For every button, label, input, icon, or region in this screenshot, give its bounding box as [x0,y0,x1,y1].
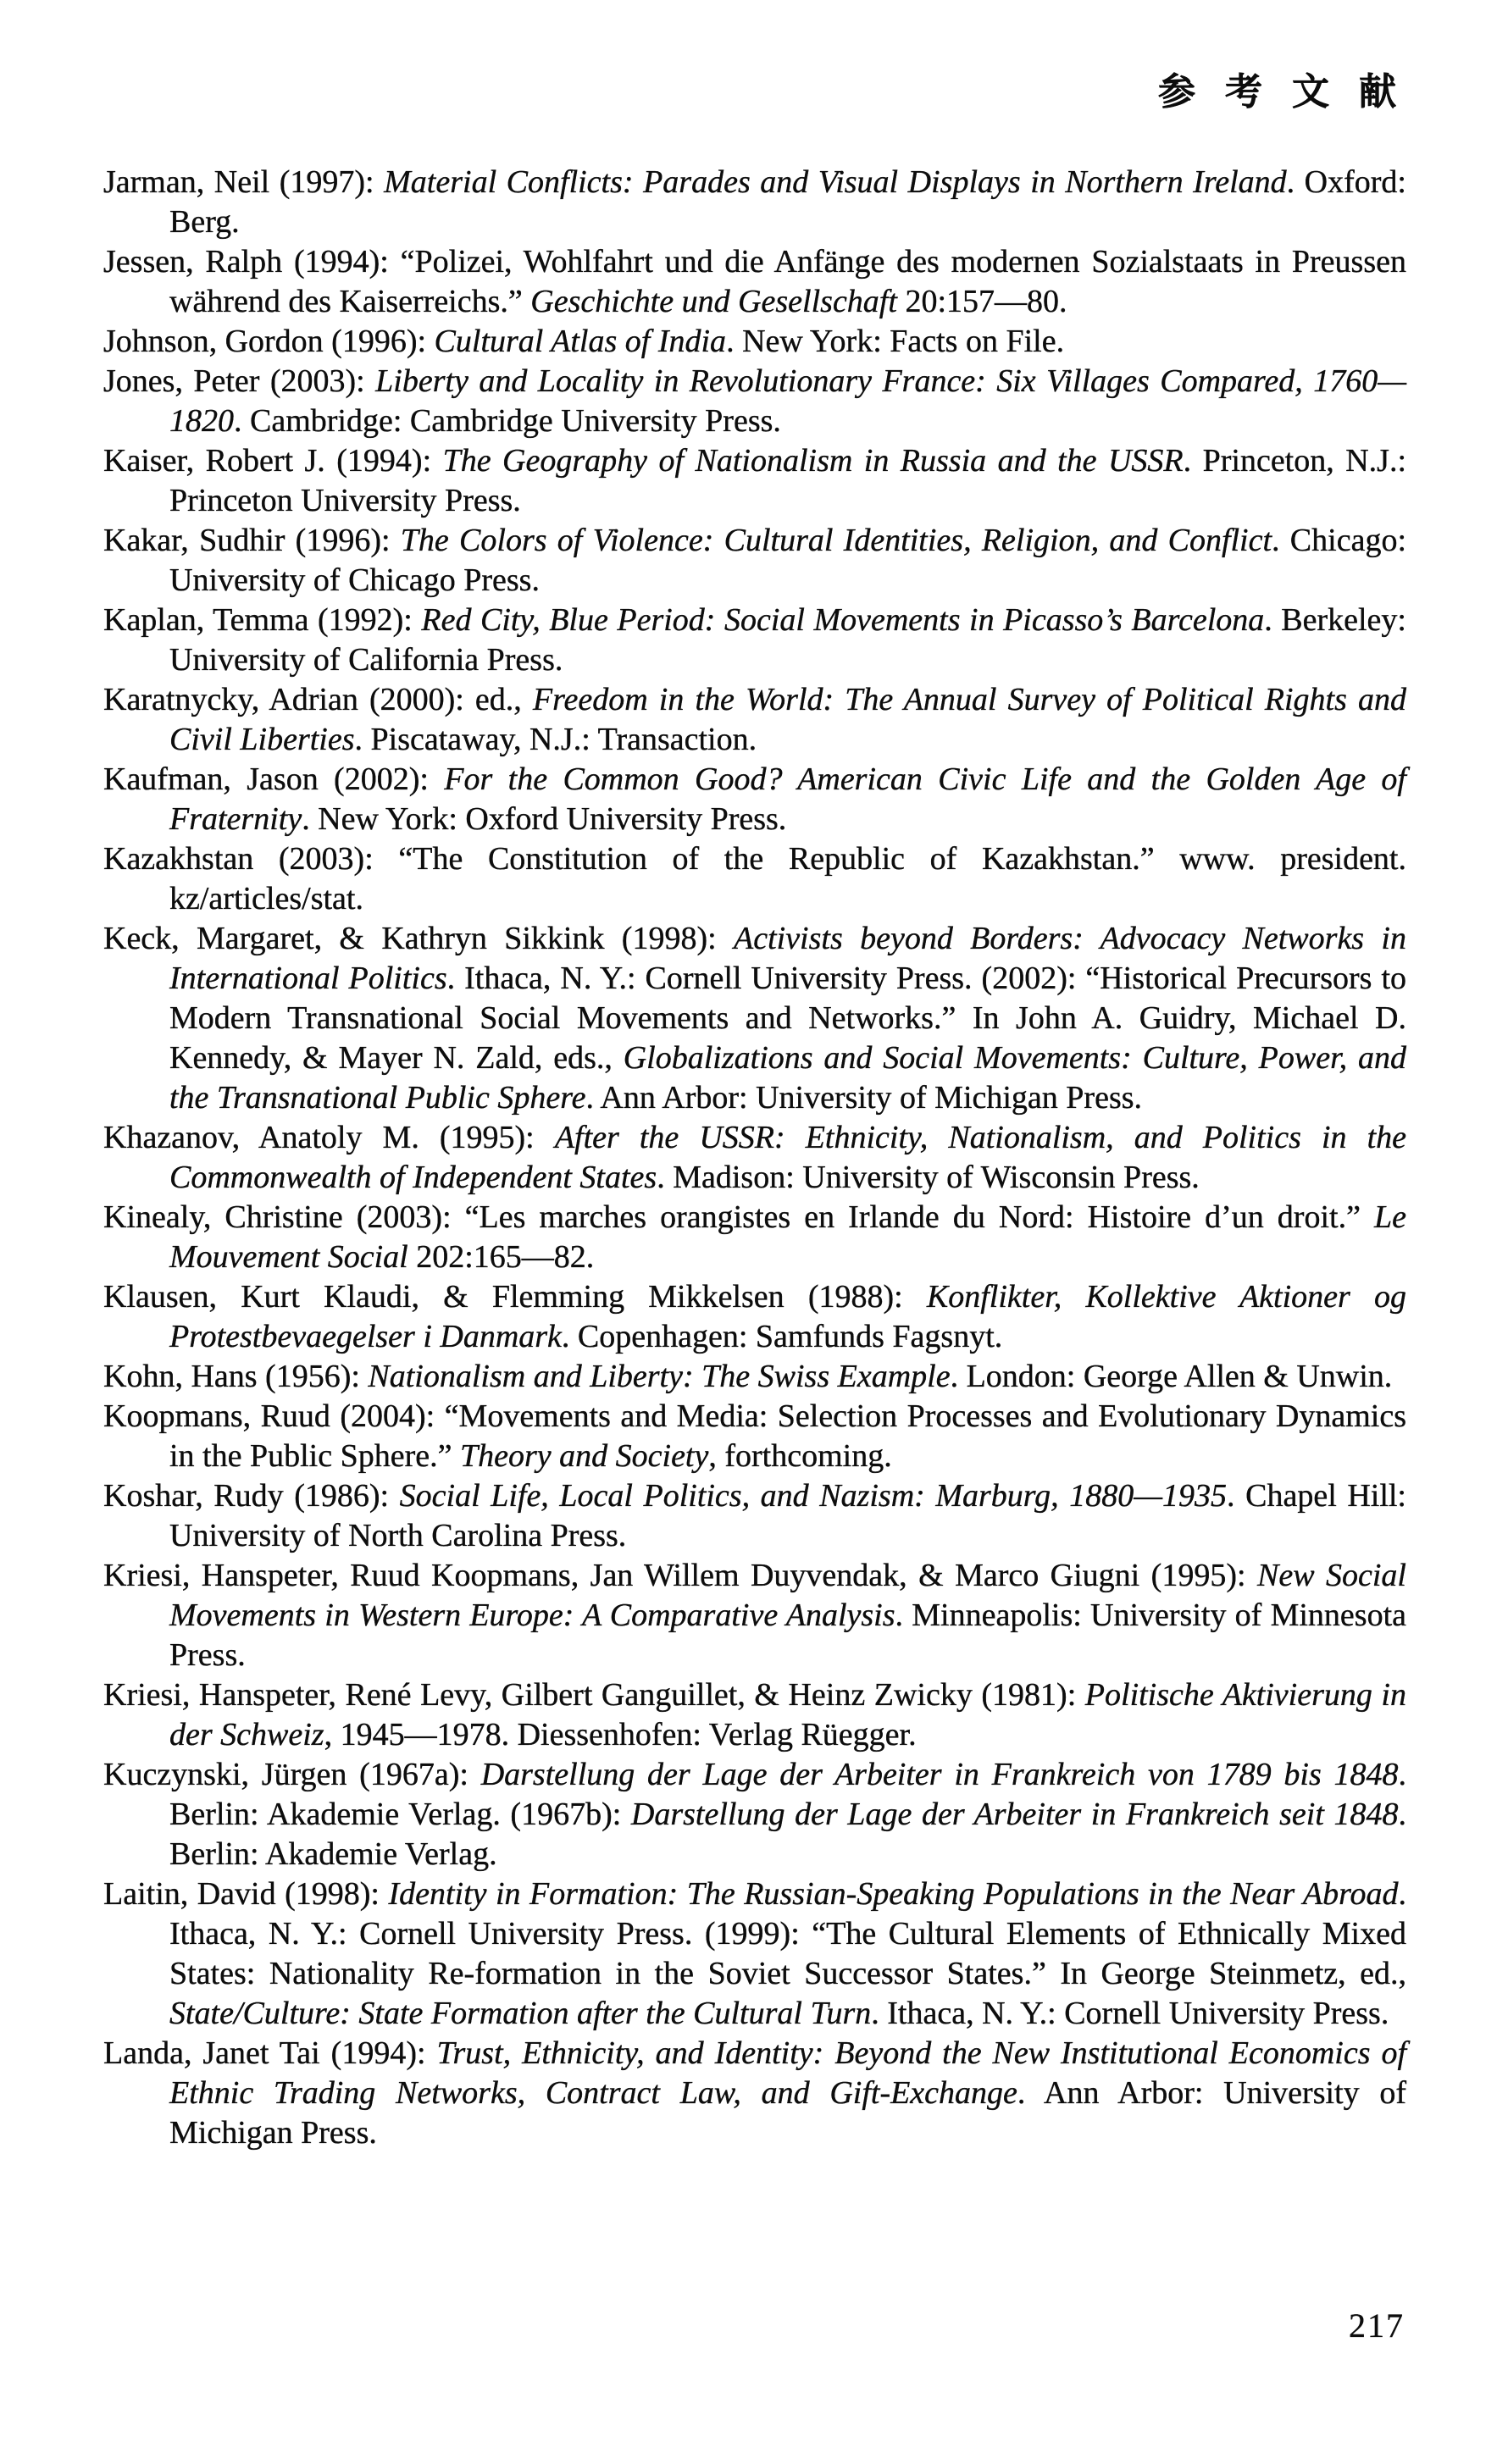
entry-text-segment: . Minneapolis: University of Minnesota Press. [169,1597,1407,1673]
entry-title-segment: State/Culture: State Formation after the Cultural Turn [169,1996,872,2031]
entry-text-segment: . New York: Facts on File. [726,324,1065,359]
entry-text-segment: Kazakhstan (2003): “The Constitution of the Republic of Kazakhstan.” www. president. kz/articles/stat. [103,841,1406,916]
entry-text-segment: Jessen, Ralph (1994): “Polizei, Wohlfahrt und die Anfänge des modernen Sozialstaats in Preussen während des Kaiserreichs.” [103,244,1406,319]
entry-title-segment: Material Conflicts: Parades and Visual Displays in Northern Ireland [384,164,1287,200]
entry-text-segment: . London: George Allen & Unwin. [950,1359,1393,1394]
entry-text-segment: Kriesi, Hanspeter, Ruud Koopmans, Jan Willem Duyvendak, & Marco Giugni (1995): [103,1558,1257,1593]
page-number: 217 [1349,2306,1405,2345]
entry-text-segment: 202:165—82. [407,1239,595,1275]
entry-title-segment: Le Mouvement Social [169,1199,1406,1275]
bibliography-entry [103,1397,1406,1476]
entry-text-segment: Jones, Peter (2003): [103,363,376,399]
entry-text-segment: . Ann Arbor: University of Michigan Press. [585,1080,1143,1116]
entry-text-segment: . Oxford: Berg. [169,164,1406,240]
entry-title-segment: Globalizations and Social Movements: Culture, Power, and the Transnational Public Sphere [169,1040,1406,1116]
entry-text-segment: Koopmans, Ruud (2004): “Movements and Media: Selection Processes and Evolutionary Dynamics in the Public Sphere.” [103,1398,1406,1474]
bibliography-entry [103,1675,1406,1755]
bibliography-entry [103,521,1406,601]
entry-text-segment: Laitin, David (1998): [103,1876,389,1912]
entry-text-segment: Kriesi, Hanspeter, René Levy, Gilbert Ganguillet, & Heinz Zwicky (1981): [103,1677,1085,1713]
entry-text-segment: Koshar, Rudy (1986): [103,1478,400,1514]
entry-text-segment: Kinealy, Christine (2003): “Les marches orangistes en Irlande du Nord: Histoire d’un droit.” [103,1199,1374,1235]
bibliography-entry [103,163,1406,242]
bibliography-entry [103,1874,1406,2034]
entry-text-segment: . Ithaca, N. Y.: Cornell University Press. (1999): “The Cultural Elements of Ethnically Mixed States: Nationality Re-formation in the Soviet Successor States.” In George Steinmetz, ed., [169,1876,1407,1991]
entry-title-segment: Liberty and Locality in Revolutionary France: Six Villages Compared, 1760—1820 [169,363,1406,439]
entry-text-segment: . Cambridge: Cambridge University Press. [234,403,781,439]
entry-text-segment: Kakar, Sudhir (1996): [103,523,401,558]
entry-title-segment: Darstellung der Lage der Arbeiter in Frankreich von 1789 bis 1848 [480,1757,1399,1792]
entry-text-segment: Johnson, Gordon (1996): [103,324,435,359]
entry-text-segment: Landa, Janet Tai (1994): [103,2035,437,2071]
bibliography-entry [103,680,1406,760]
entry-text-segment: Kuczynski, Jürgen (1967a): [103,1757,481,1792]
entry-text-segment: Klausen, Kurt Klaudi, & Flemming Mikkelsen (1988): [103,1279,927,1315]
entry-title-segment: Theory and Society [459,1438,709,1474]
entry-title-segment: Politische Aktivierung in der Schweiz [169,1677,1406,1752]
bibliography-entry [103,1476,1406,1556]
entry-title-segment: Identity in Formation: The Russian-Speaking Populations in the Near Abroad [388,1876,1399,1912]
page-header-references-title: 参 考 文 献 [1158,71,1406,113]
bibliography-entry [103,1556,1406,1675]
entry-text-segment: . Chapel Hill: University of North Carolina Press. [169,1478,1406,1553]
entry-text-segment: Kaufman, Jason (2002): [103,761,445,797]
entry-title-segment: Geschichte und Gesellschaft [530,284,897,319]
entry-text-segment: Jarman, Neil (1997): [103,164,385,200]
entry-title-segment: Nationalism and Liberty: The Swiss Example [368,1359,951,1394]
entry-text-segment: . New York: Oxford University Press. [302,801,787,837]
bibliography-entry [103,2034,1406,2153]
entry-text-segment: . Berkeley: University of California Press. [169,602,1406,678]
entry-text-segment: . Madison: University of Wisconsin Press. [657,1160,1200,1195]
entry-title-segment: Activists beyond Borders: Advocacy Networks in International Politics [169,921,1406,996]
entry-text-segment: 20:157—80. [896,284,1067,319]
entry-text-segment: . Ann Arbor: University of Michigan Press. [169,2075,1406,2151]
bibliography-entry [103,322,1406,362]
bibliography-entry [103,839,1406,919]
bibliography-entry [103,1357,1406,1397]
bibliography-entry [103,1277,1406,1357]
entry-title-segment: Social Life, Local Politics, and Nazism: Marburg, 1880—1935 [399,1478,1228,1514]
entry-title-segment: Konflikter, Kollektive Aktioner og Protestbevaegelser i Danmark [169,1279,1406,1354]
bibliography-entry [103,760,1406,839]
entry-title-segment: For the Common Good? American Civic Life and the Golden Age of Fraternity [169,761,1406,837]
entry-text-segment: Keck, Margaret, & Kathryn Sikkink (1998): [103,921,734,956]
bibliography-entry [103,1118,1406,1198]
entry-text-segment: Karatnycky, Adrian (2000): ed., [103,682,533,717]
entry-text-segment: . Berlin: Akademie Verlag. [169,1797,1406,1872]
entry-text-segment: Kohn, Hans (1956): [103,1359,369,1394]
entry-title-segment: Red City, Blue Period: Social Movements in Picasso’s Barcelona [421,602,1265,638]
bibliography-list [103,163,1406,2153]
entry-text-segment: . Copenhagen: Samfunds Fagsnyt. [561,1319,1003,1354]
entry-title-segment: After the USSR: Ethnicity, Nationalism, and Politics in the Commonwealth of Independent States [169,1120,1406,1195]
bibliography-entry [103,242,1406,322]
entry-text-segment: Kaiser, Robert J. (1994): [103,443,443,479]
entry-text-segment: Khazanov, Anatoly M. (1995): [103,1120,555,1155]
bibliography-entry [103,601,1406,680]
entry-title-segment: Freedom in the World: The Annual Survey of Political Rights and Civil Liberties [169,682,1406,757]
entry-text-segment: , 1945—1978. Diessenhofen: Verlag Rüegger. [324,1717,917,1752]
entry-text-segment: Kaplan, Temma (1992): [103,602,422,638]
entry-title-segment: The Geography of Nationalism in Russia and the USSR [442,443,1184,479]
entry-text-segment: . Berlin: Akademie Verlag. (1967b): [169,1757,1406,1832]
bibliography-entry [103,1198,1406,1277]
entry-text-segment: . Princeton, N.J.: Princeton University Press. [169,443,1406,518]
entry-title-segment: New Social Movements in Western Europe: A Comparative Analysis [169,1558,1406,1633]
bibliography-entry [103,441,1406,521]
bibliography-entry [103,1755,1406,1874]
entry-title-segment: The Colors of Violence: Cultural Identities, Religion, and Conflict [400,523,1272,558]
bibliography-entry [103,919,1406,1118]
entry-title-segment: Darstellung der Lage der Arbeiter in Frankreich seit 1848 [630,1797,1399,1832]
entry-text-segment: . Chicago: University of Chicago Press. [169,523,1406,598]
bibliography-entry [103,362,1406,441]
entry-text-segment: , forthcoming. [708,1438,892,1474]
entry-text-segment: . Ithaca, N. Y.: Cornell University Press. (2002): “Historical Precursors to Modern Transnational Social Movements and Networks.” In John A. Guidry, Michael D. Kennedy, & Mayer N. Zald, eds., [169,961,1407,1076]
entry-title-segment: Cultural Atlas of India [434,324,727,359]
entry-text-segment: . Piscataway, N.J.: Transaction. [354,722,757,757]
entry-title-segment: Trust, Ethnicity, and Identity: Beyond the New Institutional Economics of Ethnic Trading Networks, Contract Law, and Gift-Exchange [169,2035,1406,2111]
entry-text-segment: . Ithaca, N. Y.: Cornell University Press. [871,1996,1389,2031]
